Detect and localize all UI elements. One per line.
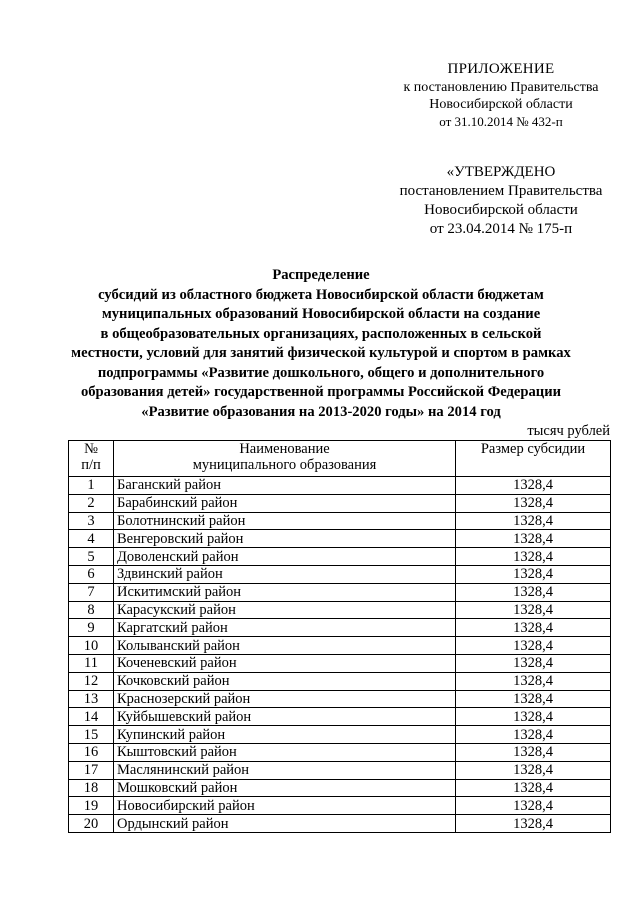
row-name: Искитимский район <box>114 583 456 601</box>
row-num: 10 <box>69 637 114 655</box>
approved-line-4: от 23.04.2014 № 175-п <box>429 221 573 237</box>
row-name: Кыштовский район <box>114 743 456 761</box>
row-amount: 1328,4 <box>456 601 611 619</box>
row-name: Коченевский район <box>114 654 456 672</box>
table-row <box>69 494 611 512</box>
table-row <box>69 690 611 708</box>
table-header-row <box>69 441 611 477</box>
approved-line-3: Новосибирской области <box>424 202 578 218</box>
row-name: Кочковский район <box>114 672 456 690</box>
row-name: Ордынский район <box>114 815 456 833</box>
table-row <box>69 708 611 726</box>
row-name: Краснозерский район <box>114 690 456 708</box>
row-name: Куйбышевский район <box>114 708 456 726</box>
title-line: местности, условий для занятий физической культурой и спортом в рамках <box>71 345 571 361</box>
appendix-block <box>388 60 614 130</box>
row-amount: 1328,4 <box>456 743 611 761</box>
header-num-line-2: п/п <box>81 457 101 473</box>
row-num: 6 <box>69 565 114 583</box>
row-name: Болотнинский район <box>114 512 456 530</box>
row-name: Колыванский район <box>114 637 456 655</box>
appendix-line-4: от 31.10.2014 № 432-п <box>439 114 563 129</box>
row-amount: 1328,4 <box>456 815 611 833</box>
table-row <box>69 583 611 601</box>
row-num: 12 <box>69 672 114 690</box>
row-amount: 1328,4 <box>456 690 611 708</box>
title-line: «Развитие образования на 2013-2020 годы» на 2014 год <box>141 403 501 420</box>
row-amount: 1328,4 <box>456 619 611 637</box>
table-row <box>69 815 611 833</box>
row-num: 20 <box>69 815 114 833</box>
subsidy-table <box>68 440 611 833</box>
row-num: 16 <box>69 743 114 761</box>
table-row <box>69 477 611 495</box>
row-name: Баганский район <box>114 477 456 495</box>
row-amount: 1328,4 <box>456 512 611 530</box>
table-row <box>69 637 611 655</box>
row-num: 19 <box>69 797 114 815</box>
row-amount: 1328,4 <box>456 654 611 672</box>
appendix-title: ПРИЛОЖЕНИЕ <box>447 61 555 77</box>
row-num: 4 <box>69 530 114 548</box>
table-body <box>69 477 611 833</box>
appendix-line-3: Новосибирской области <box>429 97 573 112</box>
table-row <box>69 761 611 779</box>
row-name: Купинский район <box>114 726 456 744</box>
title-line: в общеобразовательных организациях, расположенных в сельской <box>100 325 542 342</box>
row-name: Новосибирский район <box>114 797 456 815</box>
header-name <box>114 441 456 477</box>
row-num: 3 <box>69 512 114 530</box>
row-name: Маслянинский район <box>114 761 456 779</box>
row-num: 9 <box>69 619 114 637</box>
row-num: 15 <box>69 726 114 744</box>
row-num: 7 <box>69 583 114 601</box>
row-name: Карасукский район <box>114 601 456 619</box>
row-amount: 1328,4 <box>456 494 611 512</box>
table-row <box>69 726 611 744</box>
header-amount: Размер субсидии <box>456 441 611 477</box>
row-num: 13 <box>69 690 114 708</box>
row-amount: 1328,4 <box>456 672 611 690</box>
approved-title: «УТВЕРЖДЕНО <box>446 164 556 180</box>
header-name-line-2: муниципального образования <box>192 457 377 473</box>
row-name: Каргатский район <box>114 619 456 637</box>
header-name-line-1: Наименование <box>239 441 330 457</box>
title-line: подпрограммы «Развитие дошкольного, общего и дополнительного <box>97 364 545 381</box>
header-num-line-1: № <box>84 441 98 457</box>
row-num: 14 <box>69 708 114 726</box>
row-amount: 1328,4 <box>456 477 611 495</box>
row-amount: 1328,4 <box>456 637 611 655</box>
row-num: 11 <box>69 654 114 672</box>
title-line: образования детей» государственной программы Российской Федерации <box>80 384 562 400</box>
table-row <box>69 530 611 548</box>
title-line: муниципальных образований Новосибирской области на создание <box>101 306 541 322</box>
row-amount: 1328,4 <box>456 583 611 601</box>
row-num: 1 <box>69 477 114 495</box>
row-num: 5 <box>69 548 114 566</box>
table-row <box>69 619 611 637</box>
row-name: Мошковский район <box>114 779 456 797</box>
row-num: 18 <box>69 779 114 797</box>
header-num <box>69 441 114 477</box>
document-title <box>62 266 580 422</box>
row-amount: 1328,4 <box>456 779 611 797</box>
table-row <box>69 779 611 797</box>
row-amount: 1328,4 <box>456 708 611 726</box>
row-name: Доволенский район <box>114 548 456 566</box>
table-row <box>69 797 611 815</box>
title-line: Распределение <box>272 267 370 283</box>
table-row <box>69 512 611 530</box>
row-name: Венгеровский район <box>114 530 456 548</box>
row-num: 2 <box>69 494 114 512</box>
title-line: субсидий из областного бюджета Новосибирской области бюджетам <box>98 286 544 303</box>
approved-line-2: постановлением Правительства <box>399 183 603 199</box>
row-name: Здвинский район <box>114 565 456 583</box>
table-row <box>69 743 611 761</box>
row-amount: 1328,4 <box>456 761 611 779</box>
row-amount: 1328,4 <box>456 726 611 744</box>
row-amount: 1328,4 <box>456 530 611 548</box>
row-amount: 1328,4 <box>456 797 611 815</box>
units-label: тысяч рублей <box>527 423 610 439</box>
table-row <box>69 601 611 619</box>
row-amount: 1328,4 <box>456 565 611 583</box>
row-num: 17 <box>69 761 114 779</box>
appendix-line-2: к постановлению Правительства <box>403 80 599 95</box>
approved-block <box>388 163 614 239</box>
row-num: 8 <box>69 601 114 619</box>
row-name: Барабинский район <box>114 494 456 512</box>
table-row <box>69 548 611 566</box>
row-amount: 1328,4 <box>456 548 611 566</box>
table-row <box>69 565 611 583</box>
table-row <box>69 654 611 672</box>
table-row <box>69 672 611 690</box>
